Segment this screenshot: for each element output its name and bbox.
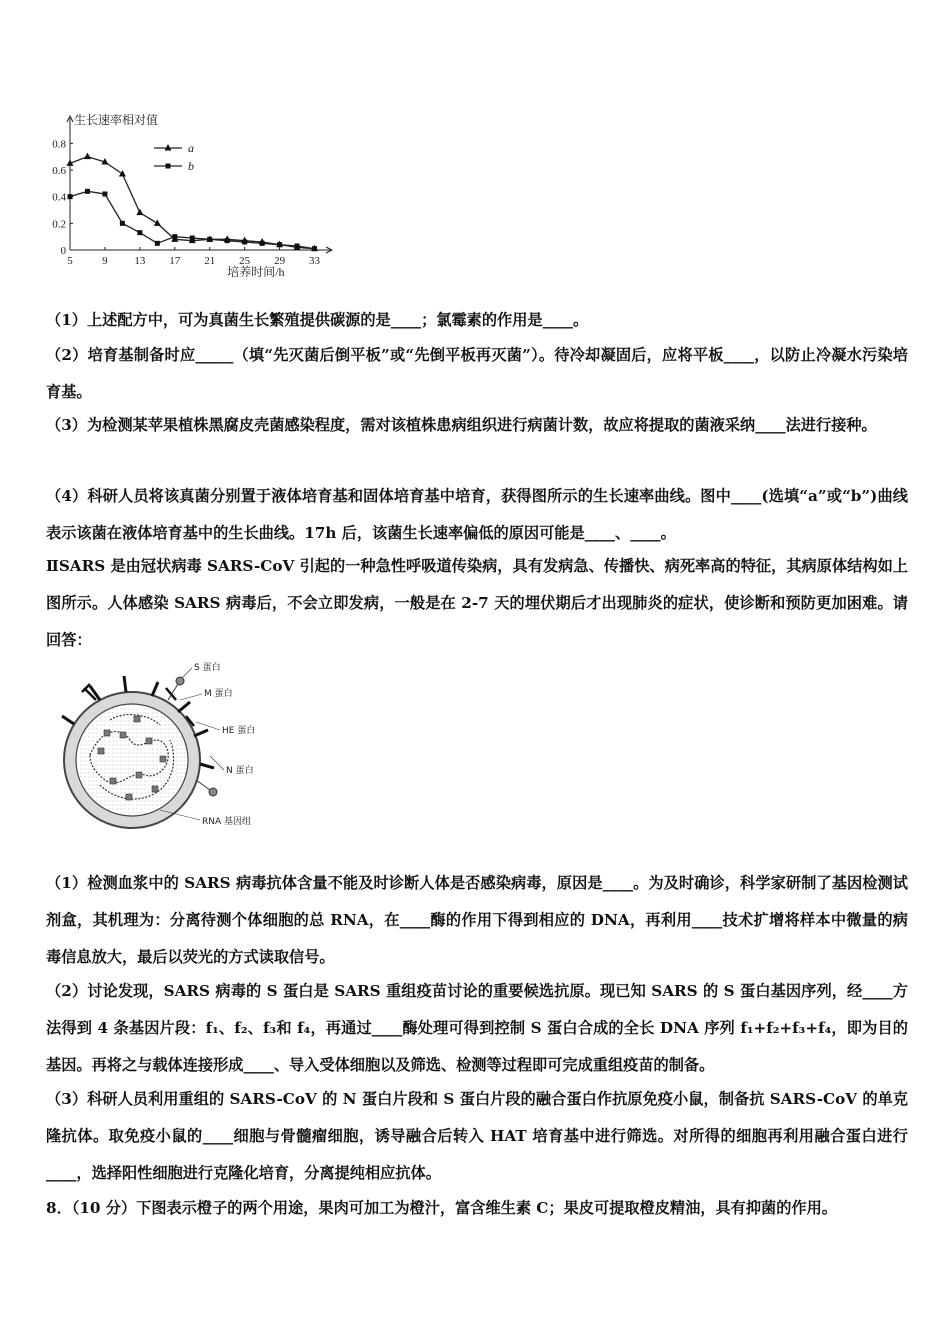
x-tick-label: 25 <box>239 255 251 267</box>
label-s-protein: S 蛋白 <box>194 663 221 673</box>
y-tick-label: 0 <box>60 245 66 257</box>
x-tick-label: 21 <box>204 255 216 267</box>
data-point-b <box>242 240 247 245</box>
sars-question-3: （3）科研人员利用重组的 SARS-CoV 的 N 蛋白片段和 S 蛋白片段的融合蛋白作抗原免疫小鼠，制备抗 SARS-CoV 的单克隆抗体。取免疫小鼠的____细胞与骨髓瘤细胞，诱导融合后转入 HAT 培育基中进行筛选。对所得的细胞再利用融合蛋白进行____，选择阳性细胞进行克隆化培育，分离提纯相应抗体。 <box>46 1090 908 1182</box>
data-point-b <box>137 230 142 235</box>
data-point-a <box>136 209 143 216</box>
y-tick-label: 0.6 <box>52 165 66 177</box>
x-tick-label: 5 <box>67 255 73 267</box>
data-point-b <box>68 194 73 199</box>
data-point-b <box>85 189 90 194</box>
data-point-b <box>277 242 282 247</box>
question-2: （2）培育基制备时应_____（填“先灭菌后倒平板”或“先倒平板再灭菌”）。待冷却凝固后，应将平板____，以防止冷凝水污染培育基。 <box>46 346 908 401</box>
data-point-b <box>312 246 317 251</box>
data-point-b <box>225 238 230 243</box>
legend-label-a: a <box>188 141 194 155</box>
legend-label-b: b <box>188 159 194 173</box>
question-8-intro: 8．（10 分）下图表示橙子的两个用途，果肉可加工为橙汁，富含维生素 C；果皮可提取橙皮精油，具有抑菌的作用。 <box>46 1199 837 1217</box>
y-tick-label: 0.4 <box>52 191 66 204</box>
y-tick-label: 0.8 <box>52 138 66 151</box>
data-point-a <box>119 170 126 177</box>
chart-legend <box>154 141 194 173</box>
sars-virus-diagram <box>60 660 300 840</box>
growth-rate-chart <box>42 110 342 282</box>
legend-marker-a <box>165 144 172 151</box>
x-tick-label: 33 <box>309 255 321 267</box>
question-4: （4）科研人员将该真菌分别置于液体培育基和固体培育基中培育，获得图所示的生长速率曲线。图中____(选填“a”或“b”)曲线表示该菌在液体培育基中的生长曲线。17h 后，该菌生长速率偏低的原因可能是____、____。 <box>46 487 908 542</box>
label-he-protein: HE 蛋白 <box>222 726 256 736</box>
data-point-b <box>120 221 125 226</box>
y-axis-label: 生长速率相对值 <box>74 113 159 127</box>
label-m-protein: M 蛋白 <box>204 689 233 699</box>
question-3: （3）为检测某苹果植株黑腐皮壳菌感染程度，需对该植株患病组织进行病菌计数，故应将提取的菌液采纳____法进行接种。 <box>46 416 877 434</box>
data-point-b <box>190 236 195 241</box>
y-tick-label: 0.2 <box>52 218 66 231</box>
data-point-b <box>207 237 212 242</box>
data-point-b <box>155 241 160 246</box>
sars-question-1: （1）检测血浆中的 SARS 病毒抗体含量不能及时诊断人体是否感染病毒，原因是____。为及时确诊，科学家研制了基因检测试剂盒，其机理为：分离待测个体细胞的总 RNA，在____酶的作用下得到相应的 DNA，再利用____技术扩增将样本中微量的病毒信息放大，最后以荧光的方式读取信号。 <box>46 874 908 966</box>
chart-axes <box>52 112 332 279</box>
data-point-b <box>295 244 300 249</box>
legend-marker-b <box>166 164 171 169</box>
data-point-b <box>260 241 265 246</box>
x-tick-label: 13 <box>134 255 146 267</box>
data-point-b <box>102 192 107 197</box>
x-tick-label: 17 <box>169 255 181 267</box>
question-1: （1）上述配方中，可为真菌生长繁殖提供碳源的是____；氯霉素的作用是____。 <box>46 311 589 329</box>
data-point-a <box>84 153 91 160</box>
x-axis-label: 培养时间/h <box>227 265 285 279</box>
x-tick-label: 29 <box>274 255 286 267</box>
data-point-b <box>172 234 177 239</box>
x-tick-label: 9 <box>102 255 108 267</box>
sars-intro: ⅡSARS 是由冠状病毒 SARS-CoV 引起的一种急性呼吸道传染病，具有发病急、传播快、病死率高的特征，其病原体结构如上图所示。人体感染 SARS 病毒后，不会立即发病，一般是在 2-7 天的埋伏期后才出现肺炎的症状，使诊断和预防更加困难。请回答： <box>46 557 908 649</box>
label-n-protein: N 蛋白 <box>226 766 254 776</box>
label-rna-genome: RNA 基因组 <box>202 817 252 827</box>
sars-question-2: （2）讨论发现，SARS 病毒的 S 蛋白是 SARS 重组疫苗讨论的重要候选抗原。现已知 SARS 的 S 蛋白基因序列，经____方法得到 4 条基因片段：f₁、f₂、f₃和 f₄，再通过____酶处理可得到控制 S 蛋白合成的全长 DNA 序列 f₁+f₂+f₃+f₄，即为目的基因。再将之与载体连接形成____、导入受体细胞以及筛选、检测等过程即可完成重组疫苗的制备。 <box>46 982 908 1074</box>
